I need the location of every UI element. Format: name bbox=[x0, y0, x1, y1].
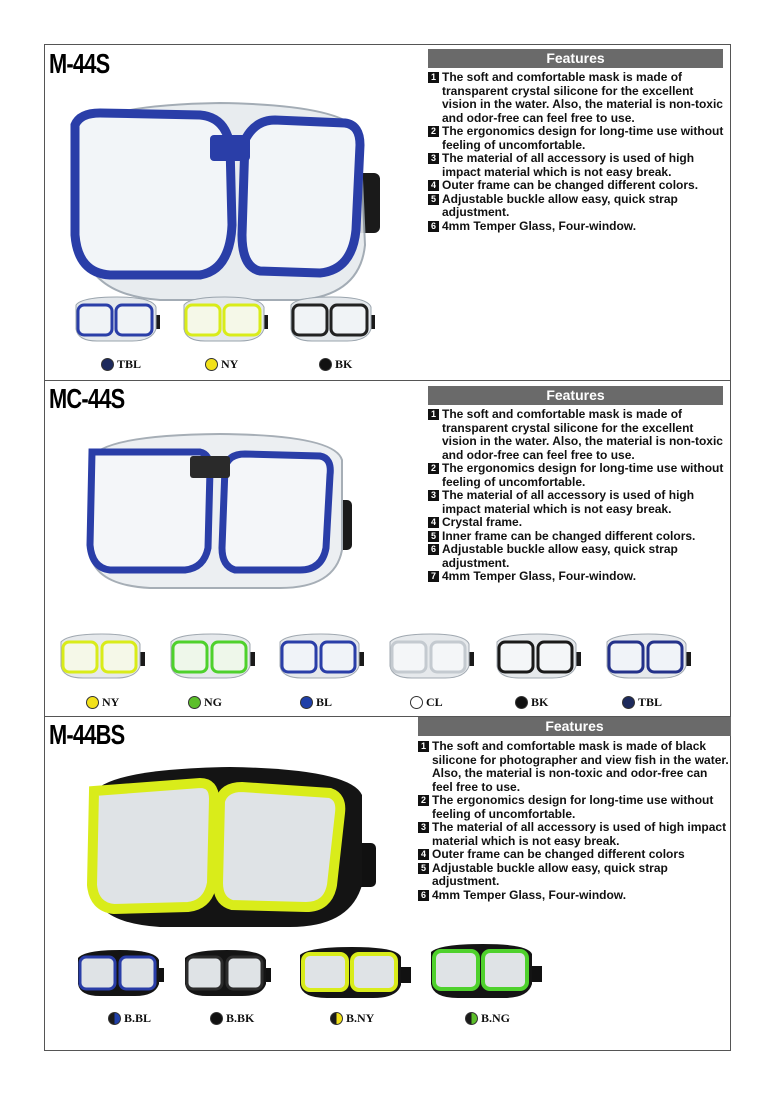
features-header: Features bbox=[428, 49, 723, 68]
color-dot bbox=[300, 696, 313, 709]
features-list bbox=[428, 408, 728, 584]
color-dot bbox=[319, 358, 332, 371]
color-dot bbox=[210, 1012, 223, 1025]
mask-variant-bk-image bbox=[494, 632, 582, 680]
model-title: MC-44S bbox=[49, 383, 125, 414]
color-option-label: B.NG bbox=[465, 1011, 510, 1026]
color-dot bbox=[108, 1012, 121, 1025]
color-option-label: CL bbox=[410, 695, 443, 710]
feature-item: 2 The ergonomics design for long-time use without feeling of uncomfortable. bbox=[428, 462, 728, 489]
mask-variant-bny-image bbox=[297, 945, 412, 1000]
mask-variant-bbl-image bbox=[75, 948, 165, 998]
feature-item: 6 Adjustable buckle allow easy, quick strap adjustment. bbox=[428, 543, 728, 570]
feature-item: 3 The material of all accessory is used of high impact material which is not easy break. bbox=[418, 821, 730, 848]
color-dot bbox=[330, 1012, 343, 1025]
feature-item: 1 The soft and comfortable mask is made of transparent crystal silicone for the excellent vision in the water. Also, the material is non-toxic and odor-free can feel free to use. bbox=[428, 408, 728, 462]
feature-item: 3 The material of all accessory is used of high impact material which is not easy break. bbox=[428, 152, 728, 179]
feature-item: 1 The soft and comfortable mask is made of transparent crystal silicone for the excellent vision in the water. Also, the material is non-toxic and odor-free can feel free to use. bbox=[428, 71, 728, 125]
color-option-label: B.BK bbox=[210, 1011, 254, 1026]
color-option-label: B.NY bbox=[330, 1011, 374, 1026]
feature-item: 6 4mm Temper Glass, Four-window. bbox=[418, 889, 730, 903]
features-header: Features bbox=[418, 717, 731, 736]
color-dot bbox=[188, 696, 201, 709]
feature-item: 2 The ergonomics design for long-time use without feeling of uncomfortable. bbox=[418, 794, 730, 821]
section-divider bbox=[44, 380, 731, 381]
feature-item: 2 The ergonomics design for long-time use without feeling of uncomfortable. bbox=[428, 125, 728, 152]
color-option-label: NY bbox=[86, 695, 119, 710]
features-list bbox=[428, 71, 728, 233]
mask-variant-ny-image bbox=[58, 632, 146, 680]
color-dot bbox=[515, 696, 528, 709]
mask-variant-ng-image bbox=[168, 632, 256, 680]
color-dot bbox=[101, 358, 114, 371]
color-option-label: TBL bbox=[622, 695, 662, 710]
color-option-label: NG bbox=[188, 695, 222, 710]
color-option-label: B.BL bbox=[108, 1011, 151, 1026]
features-header: Features bbox=[428, 386, 723, 405]
mask-variant-bk-image bbox=[287, 295, 377, 343]
feature-item: 5 Adjustable buckle allow easy, quick strap adjustment. bbox=[428, 193, 728, 220]
mask-variant-tbl-image bbox=[72, 295, 162, 343]
feature-item: 4 Outer frame can be changed different colors. bbox=[428, 179, 728, 193]
mask-variant-ny-image bbox=[180, 295, 270, 343]
mask-product-image bbox=[80, 430, 360, 590]
color-dot bbox=[410, 696, 423, 709]
mask-variant-cl-image bbox=[387, 632, 475, 680]
color-dot bbox=[86, 696, 99, 709]
model-title: M-44S bbox=[49, 48, 110, 79]
feature-item: 7 4mm Temper Glass, Four-window. bbox=[428, 570, 728, 584]
feature-item: 4 Outer frame can be changed different colors bbox=[418, 848, 730, 862]
model-title: M-44BS bbox=[49, 719, 125, 750]
color-dot bbox=[622, 696, 635, 709]
feature-item: 3 The material of all accessory is used of high impact material which is not easy break. bbox=[428, 489, 728, 516]
feature-item: 4 Crystal frame. bbox=[428, 516, 728, 530]
mask-product-image bbox=[60, 95, 390, 305]
mask-variant-bl-image bbox=[277, 632, 365, 680]
features-list bbox=[418, 740, 730, 902]
feature-item: 5 Adjustable buckle allow easy, quick strap adjustment. bbox=[418, 862, 730, 889]
color-option-label: TBL bbox=[101, 357, 141, 372]
feature-item: 1 The soft and comfortable mask is made of black silicone for photographer and view fish in the water. Also, the material is non-toxic and odor-free can feel free to use. bbox=[418, 740, 730, 794]
feature-item: 6 4mm Temper Glass, Four-window. bbox=[428, 220, 728, 234]
color-option-label: BL bbox=[300, 695, 332, 710]
mask-variant-bng-image bbox=[428, 942, 543, 1000]
mask-product-image bbox=[80, 765, 380, 930]
color-option-label: BK bbox=[319, 357, 352, 372]
color-dot bbox=[465, 1012, 478, 1025]
color-dot bbox=[205, 358, 218, 371]
mask-variant-bbk-image bbox=[182, 948, 272, 998]
mask-variant-tbl-image bbox=[604, 632, 692, 680]
color-option-label: BK bbox=[515, 695, 548, 710]
color-option-label: NY bbox=[205, 357, 238, 372]
feature-item: 5 Inner frame can be changed different colors. bbox=[428, 530, 728, 544]
